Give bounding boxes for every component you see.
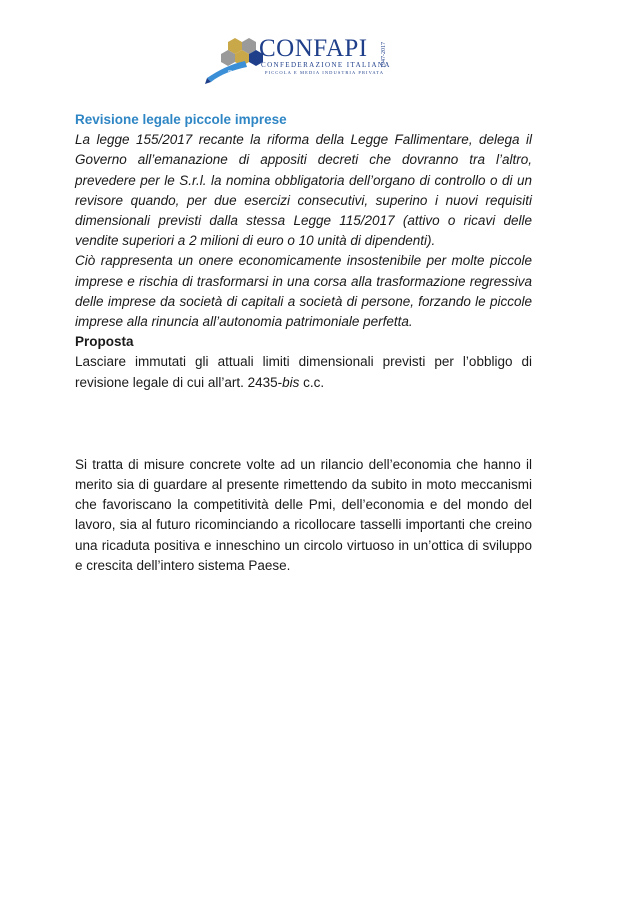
logo-subtitle-2: PICCOLA E MEDIA INDUSTRIA PRIVATA bbox=[265, 70, 385, 75]
section-title: Revisione legale piccole imprese bbox=[75, 112, 287, 127]
document-body bbox=[75, 110, 532, 576]
proposal-text-main: Lasciare immutati gli attuali limiti dimensionali previsti per l’obbligo di revisione legale di cui all’art. 2435- bbox=[75, 354, 532, 390]
paragraph-law: La legge 155/2017 recante la riforma della Legge Fallimentare, delega il Governo all’emanazione di appositi decreti che dovranno tra l’altro, prevedere per le S.r.l. la nomina obbligatoria dell’organo di controllo o di un revisore quando, per due esercizi consecutivi, superino i nuovi requisiti dimensionali previsti dalla stessa Legge 115/2017 (attivo o ricavi delle vendite superiori a 2 milioni di euro o 10 unità di dipendenti). bbox=[75, 132, 532, 249]
closing-paragraph: Si tratta di misure concrete volte ad un rilancio dell’economia che hanno il merito sia di guardare al presente rimettendo da subito in moto meccanismi che favoriscano la competitività delle Pmi, dell’economia e del mondo del lavoro, sia al futuro ricominciando a ricollocare tasselli importanti che creino una ricaduta positiva e inneschino un circolo virtuoso in un’ottica di sviluppo e crescita dell’intero sistema Paese. bbox=[75, 456, 532, 573]
anniversary-label: 70° bbox=[227, 69, 240, 79]
logo-emblem-icon bbox=[205, 34, 265, 84]
proposal-text bbox=[75, 352, 532, 392]
proposal-heading: Proposta bbox=[75, 334, 134, 350]
confapi-logo bbox=[205, 34, 395, 84]
logo-brand: CONFAPI bbox=[259, 35, 368, 62]
paragraph-consequence: Ciò rappresenta un onere economicamente insostenibile per molte piccole imprese e rischia di trasformarsi in una corsa alla trasformazione regressiva delle imprese da società di capitali a società di persone, forzando le piccole imprese alla rinuncia all’autonomia patrimoniale perfetta. bbox=[75, 253, 532, 330]
logo-subtitle: CONFEDERAZIONE ITALIANA bbox=[261, 61, 391, 69]
proposal-text-end: c.c. bbox=[299, 374, 325, 390]
logo-years: 1947-2017 bbox=[381, 42, 387, 68]
proposal-text-bis: bis bbox=[282, 374, 300, 390]
spacer bbox=[75, 393, 532, 455]
